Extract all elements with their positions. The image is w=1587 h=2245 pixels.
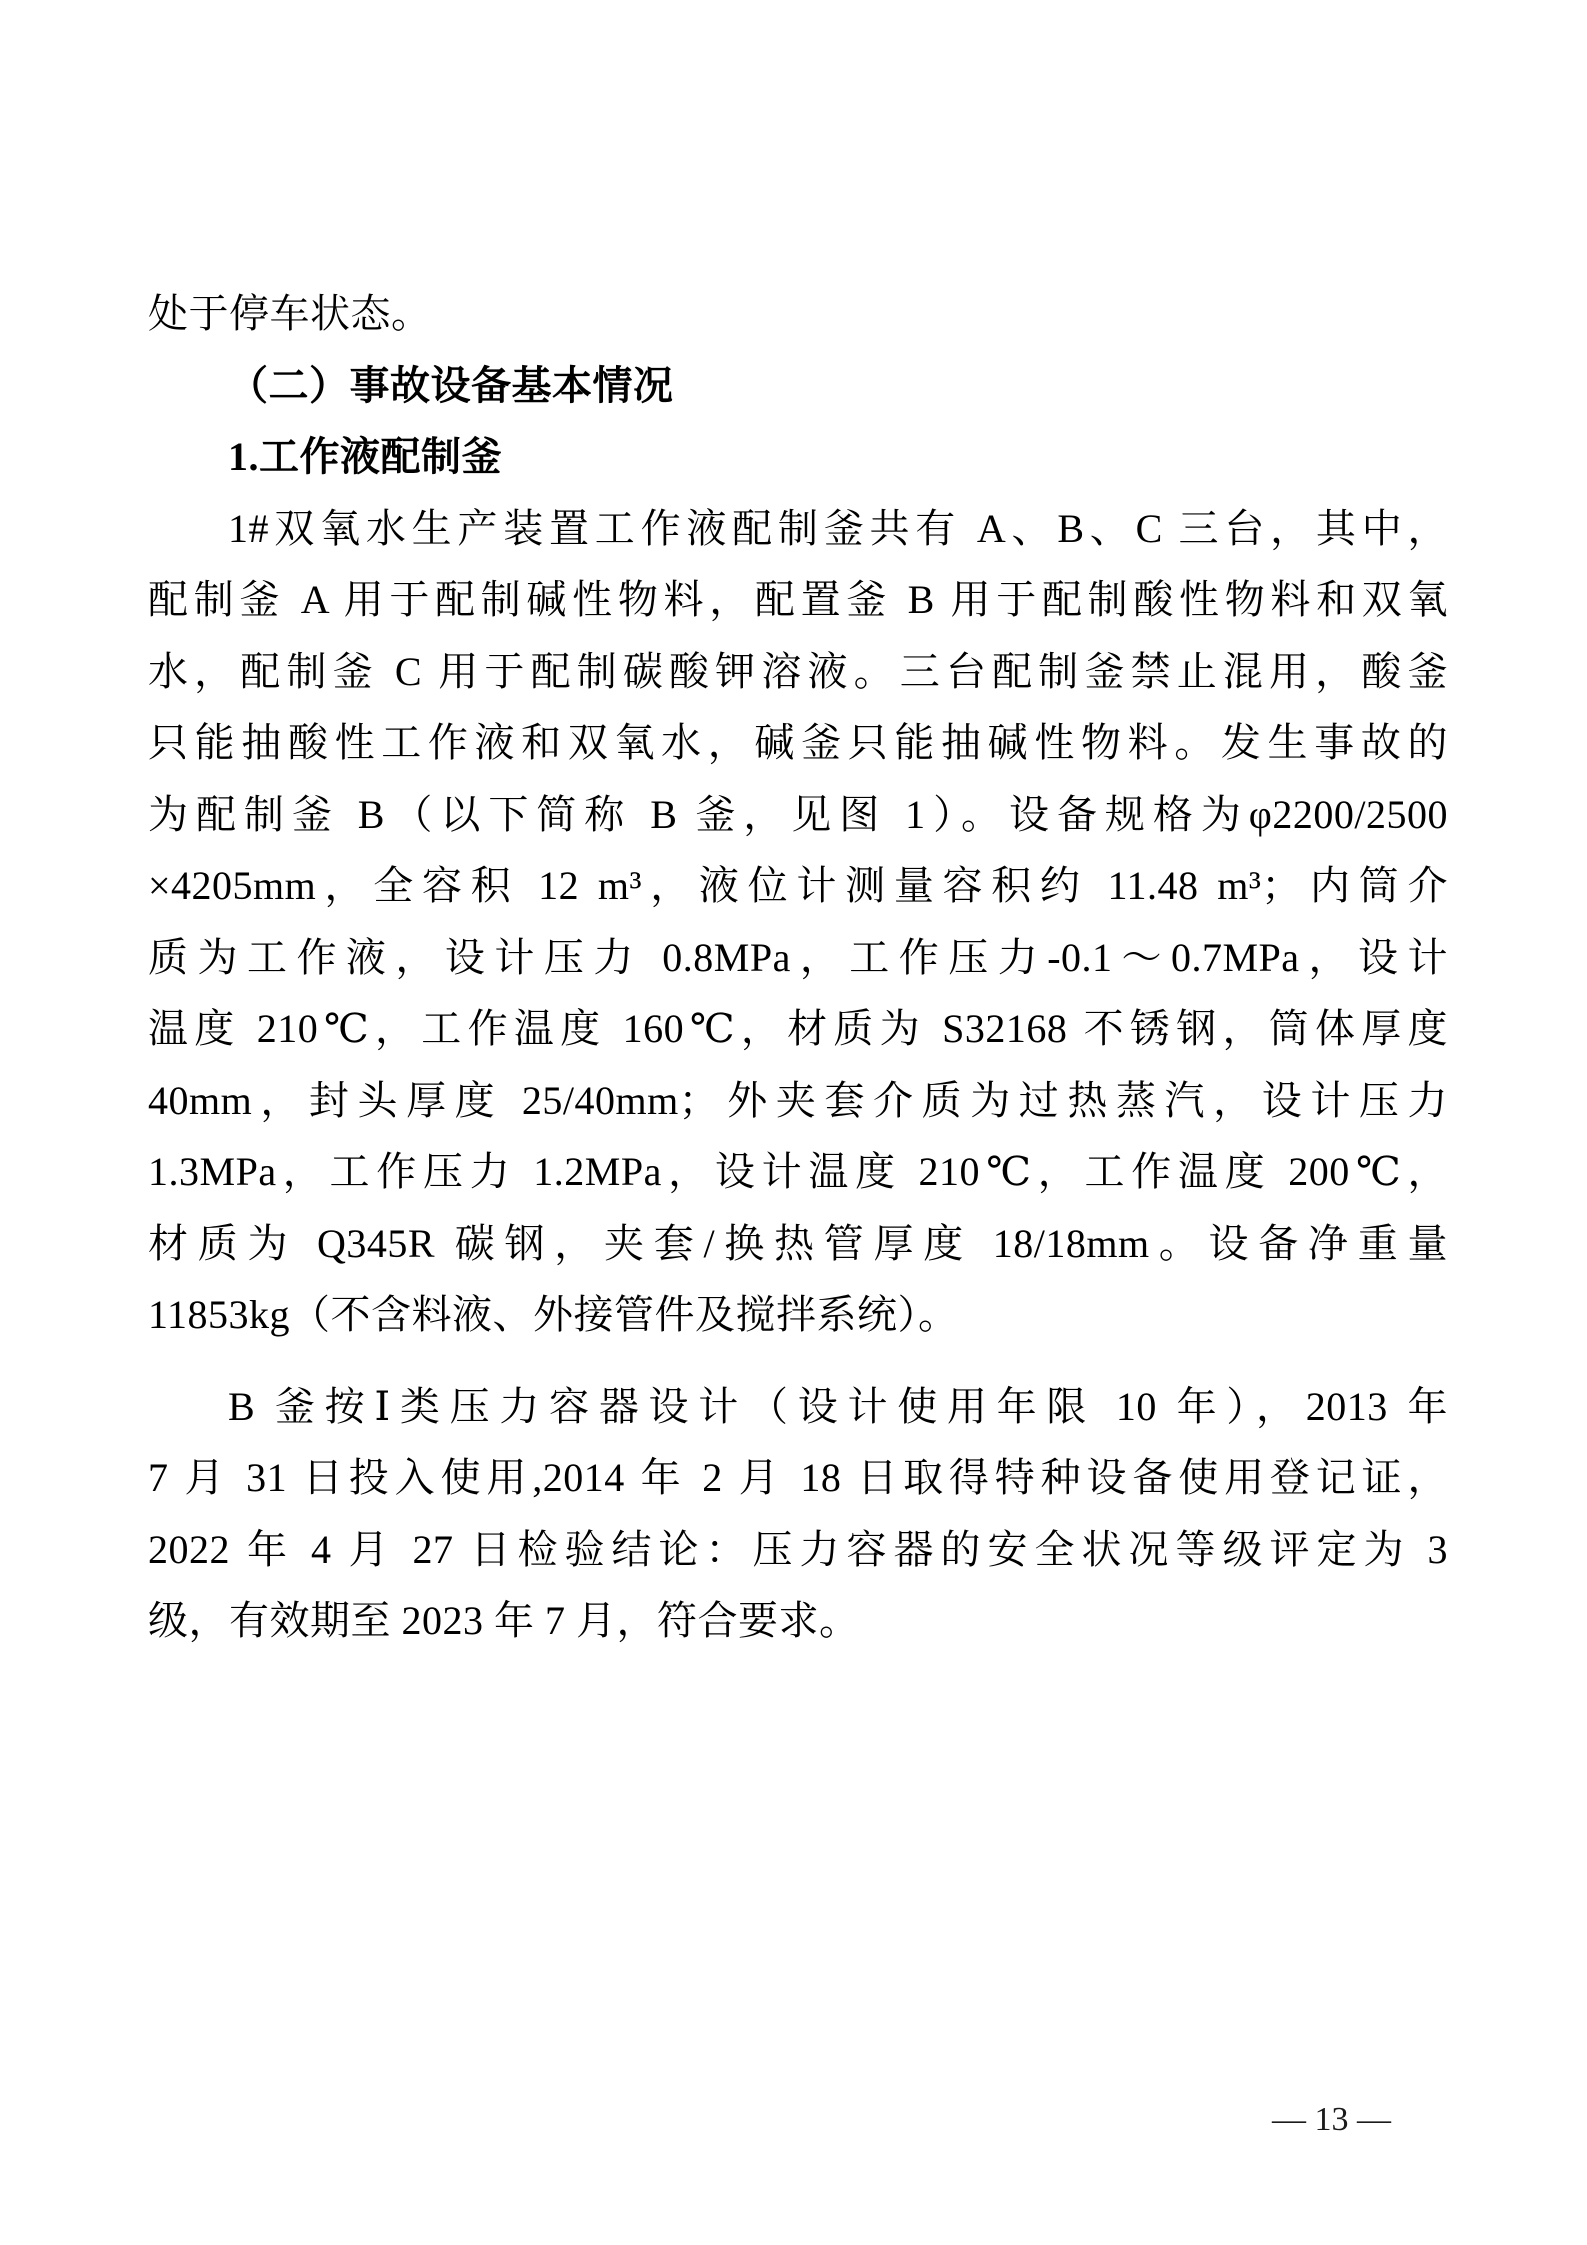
- paragraph-line: 为配制釜 B（以下简称 B 釜，见图 1）。设备规格为φ2200/2500: [148, 791, 1448, 837]
- paragraph-line: ×4205mm，全容积 12 m³，液位计测量容积约 11.48 m³；内筒介: [148, 863, 1448, 908]
- section-heading: （二）事故设备基本情况: [228, 362, 674, 408]
- paragraph-line: 水，配制釜 C 用于配制碳酸钾溶液。三台配制釜禁止混用，酸釜: [148, 648, 1448, 694]
- paragraph-end-line: 11853kg（不含料液、外接管件及搅拌系统）。: [148, 1292, 959, 1337]
- paragraph-line: 40mm，封头厚度 25/40mm；外夹套介质为过热蒸汽，设计压力: [148, 1077, 1448, 1123]
- paragraph-line: 温度 210℃，工作温度 160℃，材质为 S32168 不锈钢，筒体厚度: [148, 1006, 1448, 1051]
- paragraph-end-line: 级，有效期至 2023 年 7 月，符合要求。: [148, 1598, 860, 1643]
- subsection-heading: 1.工作液配制釜: [228, 434, 502, 479]
- paragraph-line: 2022 年 4 月 27 日检验结论：压力容器的安全状况等级评定为 3: [148, 1526, 1448, 1572]
- paragraph-line: 材质为 Q345R 碳钢，夹套/换热管厚度 18/18mm。设备净重量: [148, 1220, 1448, 1266]
- paragraph-line: 只能抽酸性工作液和双氧水，碱釜只能抽碱性物料。发生事故的: [148, 720, 1448, 765]
- paragraph-line: 1.3MPa，工作压力 1.2MPa，设计温度 210℃，工作温度 200℃，: [148, 1149, 1448, 1194]
- paragraph-line: 配制釜 A 用于配制碱性物料，配置釜 B 用于配制酸性物料和双氧: [148, 577, 1448, 622]
- paragraph-line: 1#双氧水生产装置工作液配制釜共有 A、B、C 三台，其中，: [228, 505, 1448, 551]
- paragraph-line: B 釜按Ⅰ类压力容器设计（设计使用年限 10 年），2013 年: [228, 1383, 1448, 1429]
- paragraph-end-line: 处于停车状态。: [148, 291, 432, 336]
- document-body: [148, 278, 1448, 1657]
- paragraph-line: 质为工作液，设计压力 0.8MPa，工作压力-0.1～0.7MPa，设计: [148, 934, 1448, 980]
- paragraph-line: 7 月 31 日投入使用,2014 年 2 月 18 日取得特种设备使用登记证，: [148, 1455, 1448, 1500]
- page-number: — 13 —: [1272, 2101, 1391, 2138]
